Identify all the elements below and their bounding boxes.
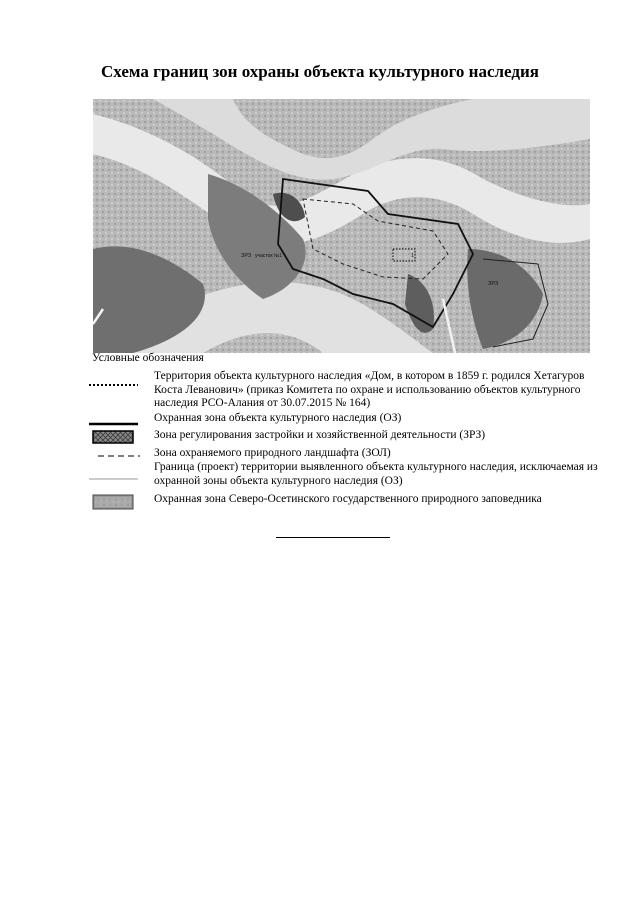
legend-text: Охранная зона объекта культурного наследия (ОЗ) [154,412,402,424]
dashed-line-icon [88,453,140,459]
gray-box-icon [88,494,140,510]
thick-line-icon [88,421,140,427]
hatched-box-icon [88,430,140,444]
legend-text: Зона регулирования застройки и хозяйственной деятельности (ЗРЗ) [154,429,486,441]
map-label-east: ЗРЗ [488,281,499,287]
map-label-point: 1 [411,253,415,259]
page-title: Схема границ зон охраны объекта культурного наследия [101,62,539,81]
map-label-zrz-sub: участок №1 [255,253,283,259]
separator-line [276,537,390,538]
thin-line-icon [88,477,140,481]
map [93,99,590,353]
map-label-zrz: ЗРЗ [241,253,252,259]
legend-text: Граница (проект) территории выявленного объекта культурного наследия, исключаемая из охранной зоны объекта культурного наследия (ОЗ) [154,461,598,487]
legend-text: Территория объекта культурного наследия «Дом, в котором в 1859 г. родился Хетагуров Коста Леванович» (приказ Комитета по охране и использованию объектов культурного наследия РСО-Алания от 30.07.2015 № 164) [154,370,585,409]
legend-text: Охранная зона Северо-Осетинского государственного природного заповедника [154,493,542,505]
legend-heading: Условные обозначения [92,352,204,364]
legend-text: Зона охраняемого природного ландшафта (ЗОЛ) [154,447,391,459]
dotted-line-icon [88,382,140,388]
